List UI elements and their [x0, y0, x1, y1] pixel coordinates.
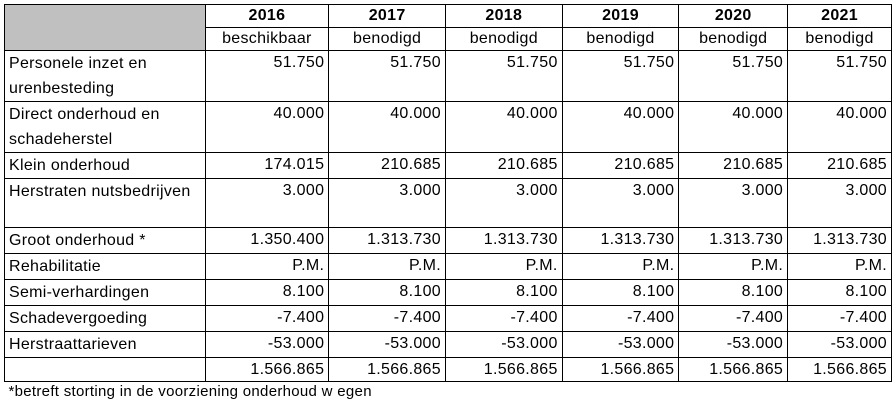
value-cell: 1.313.730	[788, 228, 892, 254]
row-label: Rehabilitatie	[5, 254, 206, 280]
table-row	[5, 280, 892, 306]
value-cell: 3.000	[679, 179, 788, 228]
value-cell: P.M.	[445, 254, 562, 280]
status-header-2019: benodigd	[562, 28, 679, 51]
value-cell: 210.685	[562, 153, 679, 179]
value-cell: 40.000	[445, 102, 562, 153]
value-cell: 40.000	[205, 102, 329, 153]
value-cell: 210.685	[788, 153, 892, 179]
value-cell: -53.000	[329, 332, 446, 358]
value-cell: 51.750	[679, 51, 788, 102]
value-cell: 3.000	[562, 179, 679, 228]
value-cell: -53.000	[562, 332, 679, 358]
value-cell: 51.750	[329, 51, 446, 102]
value-cell: 210.685	[329, 153, 446, 179]
header-year-row	[5, 5, 892, 28]
total-cell: 1.566.865	[445, 358, 562, 382]
value-cell: -7.400	[562, 306, 679, 332]
year-header-2018: 2018	[445, 5, 562, 28]
table-row	[5, 306, 892, 332]
totals-row	[5, 358, 892, 382]
value-cell: 174.015	[205, 153, 329, 179]
value-cell: 3.000	[329, 179, 446, 228]
value-cell: 8.100	[329, 280, 446, 306]
row-label: Herstraten nutsbedrijven	[5, 179, 206, 228]
table-row	[5, 332, 892, 358]
value-cell: 8.100	[445, 280, 562, 306]
row-label: Groot onderhoud *	[5, 228, 206, 254]
year-header-2020: 2020	[679, 5, 788, 28]
value-cell: -53.000	[788, 332, 892, 358]
value-cell: P.M.	[562, 254, 679, 280]
row-label: Herstraattarieven	[5, 332, 206, 358]
total-cell: 1.566.865	[679, 358, 788, 382]
value-cell: -53.000	[679, 332, 788, 358]
table-row	[5, 102, 892, 153]
value-cell: 1.313.730	[329, 228, 446, 254]
value-cell: 40.000	[562, 102, 679, 153]
value-cell: 1.350.400	[205, 228, 329, 254]
value-cell: P.M.	[329, 254, 446, 280]
status-header-2018: benodigd	[445, 28, 562, 51]
year-header-2017: 2017	[329, 5, 446, 28]
value-cell: 3.000	[445, 179, 562, 228]
value-cell: 1.313.730	[679, 228, 788, 254]
value-cell: 210.685	[445, 153, 562, 179]
value-cell: -7.400	[445, 306, 562, 332]
value-cell: -7.400	[329, 306, 446, 332]
footnote-row	[5, 382, 892, 403]
year-header-2019: 2019	[562, 5, 679, 28]
value-cell: P.M.	[788, 254, 892, 280]
header-corner-cell	[5, 5, 206, 51]
table-row	[5, 51, 892, 102]
row-label: Klein onderhoud	[5, 153, 206, 179]
value-cell: -7.400	[205, 306, 329, 332]
value-cell: 3.000	[205, 179, 329, 228]
year-header-2021: 2021	[788, 5, 892, 28]
total-cell: 1.566.865	[788, 358, 892, 382]
total-cell: 1.566.865	[562, 358, 679, 382]
status-header-2021: benodigd	[788, 28, 892, 51]
value-cell: 8.100	[205, 280, 329, 306]
table-row	[5, 228, 892, 254]
row-label: Schadevergoeding	[5, 306, 206, 332]
value-cell: 51.750	[445, 51, 562, 102]
value-cell: 8.100	[562, 280, 679, 306]
value-cell: P.M.	[679, 254, 788, 280]
row-label: Semi-verhardingen	[5, 280, 206, 306]
total-cell: 1.566.865	[205, 358, 329, 382]
table-row	[5, 179, 892, 228]
value-cell: 40.000	[679, 102, 788, 153]
value-cell: 210.685	[679, 153, 788, 179]
value-cell: P.M.	[205, 254, 329, 280]
status-header-2017: benodigd	[329, 28, 446, 51]
year-header-2016: 2016	[205, 5, 329, 28]
footnote: *betreft storting in de voorziening onderhoud w egen	[8, 383, 372, 400]
value-cell: 8.100	[679, 280, 788, 306]
value-cell: 1.313.730	[445, 228, 562, 254]
value-cell: -7.400	[679, 306, 788, 332]
status-header-2016: beschikbaar	[205, 28, 329, 51]
value-cell: 8.100	[788, 280, 892, 306]
table-row	[5, 153, 892, 179]
value-cell: 40.000	[329, 102, 446, 153]
value-cell: -53.000	[205, 332, 329, 358]
value-cell: 51.750	[788, 51, 892, 102]
value-cell: 51.750	[205, 51, 329, 102]
value-cell: 3.000	[788, 179, 892, 228]
budget-table	[4, 4, 892, 402]
value-cell: -7.400	[788, 306, 892, 332]
row-label: Personele inzet en urenbesteding	[5, 51, 206, 102]
status-header-2020: benodigd	[679, 28, 788, 51]
row-label: Direct onderhoud en schadeherstel	[5, 102, 206, 153]
totals-label-cell	[5, 358, 206, 382]
total-cell: 1.566.865	[329, 358, 446, 382]
value-cell: 51.750	[562, 51, 679, 102]
value-cell: -53.000	[445, 332, 562, 358]
value-cell: 1.313.730	[562, 228, 679, 254]
table-row	[5, 254, 892, 280]
value-cell: 40.000	[788, 102, 892, 153]
